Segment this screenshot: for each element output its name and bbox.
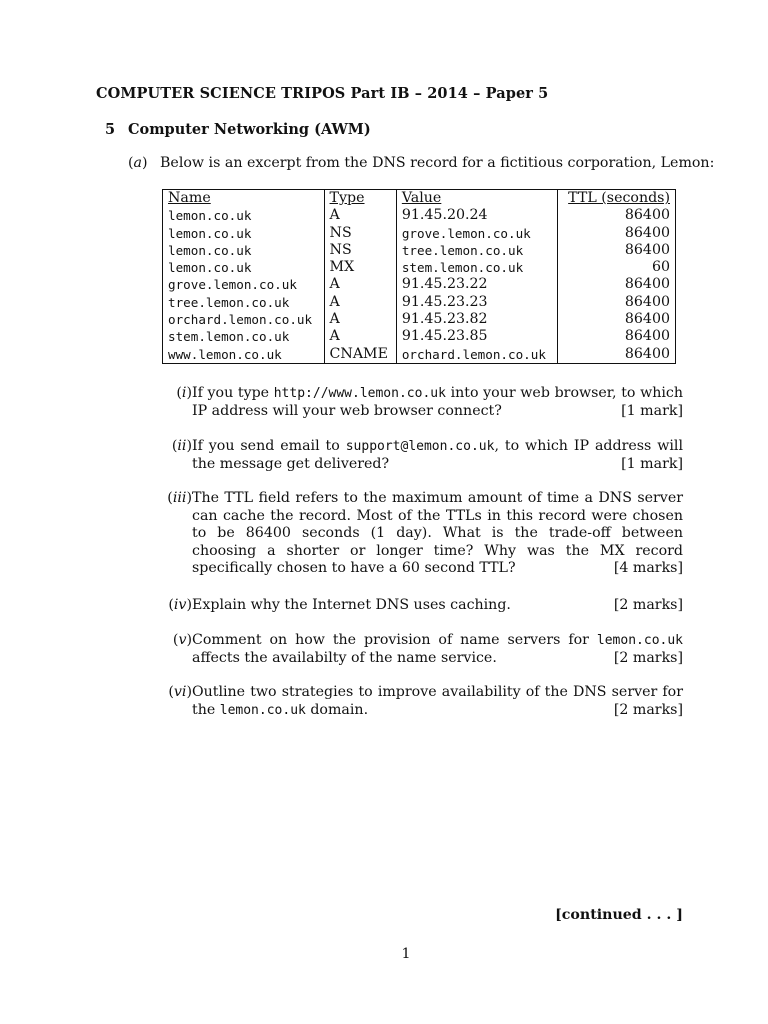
page-number: 1 xyxy=(401,946,411,962)
column-header-name: Name xyxy=(163,190,325,208)
type-cell: CNAME xyxy=(324,346,396,364)
value-cell: tree.lemon.co.uk xyxy=(396,242,558,259)
column-header-value: Value xyxy=(396,190,558,208)
table-row xyxy=(163,207,676,224)
subquestion-label: (ii) xyxy=(171,438,192,454)
part-a-intro: Below is an excerpt from the DNS record for a fictitious corporation, Lemon: xyxy=(160,155,715,171)
dns-table-body xyxy=(163,207,676,363)
value-cell: grove.lemon.co.uk xyxy=(396,225,558,242)
subquestion-label: (vi) xyxy=(168,684,192,700)
table-row xyxy=(163,225,676,242)
marks-label: [4 marks] xyxy=(613,560,683,576)
part-a-label: (a) xyxy=(128,155,148,171)
subquestion-text: Explain why the Internet DNS uses caching. [2 marks] xyxy=(192,597,683,613)
question-title: Computer Networking (AWM) xyxy=(128,121,371,138)
name-cell: stem.lemon.co.uk xyxy=(163,328,325,345)
value-cell: 91.45.23.22 xyxy=(396,276,558,293)
ttl-cell: 86400 xyxy=(558,225,676,242)
table-header-row xyxy=(163,190,676,208)
table-row xyxy=(163,346,676,364)
type-cell: A xyxy=(324,294,396,311)
type-cell: NS xyxy=(324,225,396,242)
type-cell: A xyxy=(324,328,396,345)
value-cell: 91.45.20.24 xyxy=(396,207,558,224)
subquestion-text: The TTL field refers to the maximum amount of time a DNS server can cache the record. Most of the TTLs in this record were chosen to be 86400 seconds (1 day). What is the trade-off between choosing a shorter or longer time? Why was the MX record specifically chosen to have a 60 second TTL? [4 marks] xyxy=(192,490,683,576)
marks-label: [1 mark] xyxy=(621,455,683,472)
column-header-type: Type xyxy=(324,190,396,208)
name-cell: orchard.lemon.co.uk xyxy=(163,311,325,328)
value-cell: 91.45.23.85 xyxy=(396,328,558,345)
name-cell: grove.lemon.co.uk xyxy=(163,276,325,293)
page-header: COMPUTER SCIENCE TRIPOS Part IB – 2014 – Paper 5 xyxy=(96,85,549,102)
column-header-ttl: TTL (seconds) xyxy=(558,190,676,208)
table-row xyxy=(163,259,676,276)
type-cell: MX xyxy=(324,259,396,276)
table-row xyxy=(163,276,676,293)
subquestion-label: (iv) xyxy=(168,597,192,613)
ttl-cell: 86400 xyxy=(558,207,676,224)
name-cell: lemon.co.uk xyxy=(163,259,325,276)
table-row xyxy=(163,242,676,259)
name-cell: lemon.co.uk xyxy=(163,207,325,224)
marks-label: [2 marks] xyxy=(613,649,683,666)
subquestion-label: (v) xyxy=(172,632,192,648)
name-cell: lemon.co.uk xyxy=(163,242,325,259)
name-cell: tree.lemon.co.uk xyxy=(163,294,325,311)
ttl-cell: 60 xyxy=(558,259,676,276)
subquestion-text: If you type http://www.lemon.co.uk into your web browser, to which IP address will your web browser connect? [1 mark] xyxy=(192,385,683,419)
dns-record-table xyxy=(162,189,676,364)
value-cell: 91.45.23.23 xyxy=(396,294,558,311)
subquestion-label: (i) xyxy=(176,385,192,401)
ttl-cell: 86400 xyxy=(558,242,676,259)
table-row xyxy=(163,311,676,328)
value-cell: stem.lemon.co.uk xyxy=(396,259,558,276)
subquestion-label: (iii) xyxy=(167,490,192,506)
value-cell: 91.45.23.82 xyxy=(396,311,558,328)
marks-label: [2 marks] xyxy=(613,597,683,613)
ttl-cell: 86400 xyxy=(558,276,676,293)
type-cell: NS xyxy=(324,242,396,259)
table-row xyxy=(163,294,676,311)
type-cell: A xyxy=(324,207,396,224)
ttl-cell: 86400 xyxy=(558,294,676,311)
continued-note: [continued . . . ] xyxy=(555,907,683,923)
type-cell: A xyxy=(324,276,396,293)
subquestion-text: Outline two strategies to improve availability of the DNS server for the lemon.co.uk domain. [2 marks] xyxy=(192,684,683,718)
subquestion-text: If you send email to support@lemon.co.uk, to which IP address will the message get delivered? [1 mark] xyxy=(192,438,683,472)
table-row xyxy=(163,328,676,345)
subquestion-text: Comment on how the provision of name servers for lemon.co.uk affects the availabilty of the name service. [2 marks] xyxy=(192,632,683,666)
ttl-cell: 86400 xyxy=(558,346,676,364)
ttl-cell: 86400 xyxy=(558,328,676,345)
ttl-cell: 86400 xyxy=(558,311,676,328)
question-number: 5 xyxy=(105,121,116,138)
name-cell: www.lemon.co.uk xyxy=(163,346,325,364)
name-cell: lemon.co.uk xyxy=(163,225,325,242)
marks-label: [2 marks] xyxy=(613,701,683,718)
marks-label: [1 mark] xyxy=(621,402,683,419)
type-cell: A xyxy=(324,311,396,328)
value-cell: orchard.lemon.co.uk xyxy=(396,346,558,364)
